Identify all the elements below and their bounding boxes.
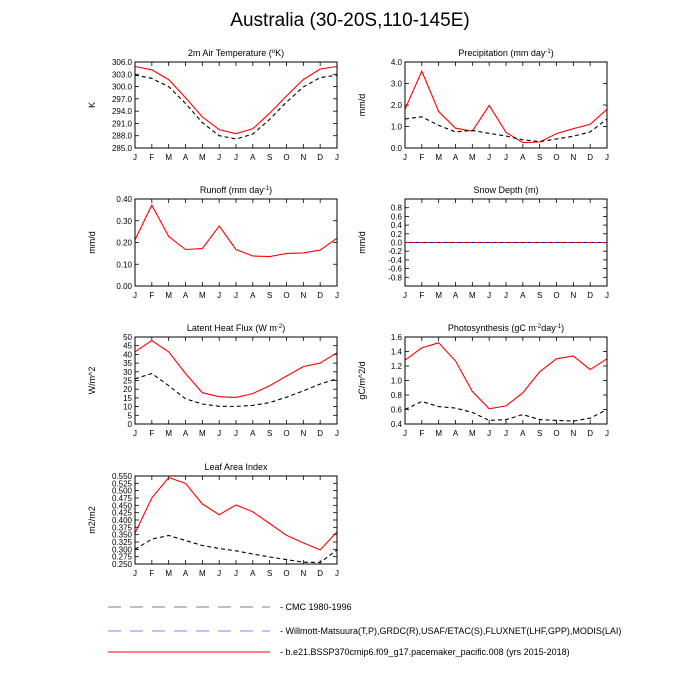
x-tick-label: O (553, 291, 560, 300)
x-tick-label: J (504, 429, 508, 438)
x-tick-label: F (419, 291, 425, 300)
x-tick-label: M (165, 569, 173, 578)
y-tick-label: 1.4 (390, 347, 402, 357)
x-tick-label: O (553, 429, 560, 438)
x-tick-label: M (468, 153, 476, 162)
y-tick-label: 306.0 (111, 58, 132, 67)
x-tick-label: J (217, 569, 222, 578)
y-tick-label: 1.6 (390, 333, 402, 342)
series-line-model (135, 478, 337, 550)
x-tick-label: J (335, 569, 339, 578)
y-tick-label: 30 (123, 367, 132, 377)
x-tick-label: J (217, 291, 222, 300)
panel-title: Latent Heat Flux (W $m^{-2}$) (186, 323, 286, 333)
y-tick-label: 0.00 (116, 282, 132, 291)
y-axis-label: gC/m^2/d (357, 361, 367, 400)
y-tick-label: 2.0 (390, 101, 402, 110)
x-tick-label: A (250, 153, 256, 162)
panel-title: Snow Depth (m) (473, 185, 539, 195)
x-tick-label: J (335, 291, 339, 300)
y-axis-label: K (87, 101, 97, 109)
x-tick-label: A (182, 153, 189, 162)
y-tick-label: 45 (123, 341, 132, 351)
x-tick-label: N (300, 291, 307, 300)
x-tick-label: M (198, 291, 206, 300)
x-tick-label: O (283, 569, 290, 578)
x-tick-label: M (198, 153, 206, 162)
x-tick-label: J (487, 153, 492, 162)
y-tick-label: 0.4 (390, 221, 402, 231)
y-tick-label: 291.0 (111, 119, 132, 129)
y-axis-label: m2/m2 (87, 506, 97, 534)
x-tick-label: M (198, 429, 206, 438)
y-tick-label: 0.450 (111, 501, 132, 511)
x-tick-label: N (300, 153, 307, 162)
x-tick-label: D (317, 429, 324, 438)
x-tick-label: J (403, 153, 407, 162)
y-tick-label: -0.8 (388, 273, 402, 283)
legend-label-1: - CMC 1980-1996 (280, 602, 352, 612)
y-axis-label: W/m^2 (87, 366, 97, 395)
y-axis-label: mm/d (357, 231, 367, 254)
legend-label-2: - Willmott-Matsuura(T,P),GRDC(R),USAF/ETAC(S),FLUXNET(LHF,GPP),MODIS(LAI) (280, 626, 622, 636)
panel-2 (357, 48, 609, 162)
page-title: Australia (30-20S,110-145E) (230, 10, 470, 31)
series-line-model (405, 71, 607, 142)
x-tick-label: D (587, 291, 594, 300)
x-tick-label: S (266, 291, 273, 300)
y-tick-label: 3.0 (390, 79, 402, 89)
series-line-obs (135, 536, 337, 563)
y-tick-label: 0.300 (111, 545, 132, 555)
y-tick-label: 20 (123, 385, 132, 395)
y-tick-label: 0.2 (390, 229, 402, 239)
plot-frame (405, 337, 607, 424)
panel-5 (87, 323, 339, 438)
series-line-model (135, 205, 337, 257)
plot-frame (135, 62, 337, 148)
y-tick-label: -0.6 (388, 264, 402, 274)
x-tick-label: A (182, 291, 189, 300)
series-line-obs (135, 75, 337, 139)
y-tick-label: 0.20 (116, 238, 132, 248)
x-tick-label: F (149, 153, 155, 162)
y-tick-label: 1.0 (390, 376, 402, 386)
x-tick-label: F (419, 429, 425, 438)
y-tick-label: 40 (123, 350, 132, 360)
x-tick-label: N (300, 569, 307, 578)
x-tick-label: J (133, 429, 137, 438)
series-line-obs (405, 117, 607, 142)
panel-7 (87, 462, 339, 578)
x-tick-label: A (182, 429, 189, 438)
x-tick-label: D (317, 569, 324, 578)
x-tick-label: J (504, 153, 508, 162)
x-tick-label: A (452, 429, 459, 438)
x-tick-label: J (133, 153, 137, 162)
y-tick-label: 285.0 (111, 144, 132, 153)
x-tick-label: J (133, 291, 137, 300)
y-tick-label: 0.4 (390, 420, 402, 429)
x-tick-label: A (452, 153, 459, 162)
y-tick-label: 10 (123, 402, 132, 412)
x-tick-label: M (468, 291, 476, 300)
y-tick-label: 1.2 (390, 362, 402, 371)
x-tick-label: M (165, 291, 173, 300)
x-tick-label: F (149, 569, 155, 578)
y-tick-label: 0.8 (390, 391, 402, 400)
x-tick-label: J (234, 153, 238, 162)
x-tick-label: J (504, 291, 508, 300)
y-tick-label: 0.325 (111, 538, 132, 547)
x-tick-label: N (570, 153, 577, 162)
series-line-model (405, 343, 607, 409)
series-line-obs (405, 402, 607, 422)
panel-title: Photosynthesis (gC $m^{-2}day^{-1}$) (447, 323, 565, 333)
y-tick-label: 25 (123, 376, 132, 386)
y-tick-label: 5 (127, 411, 132, 421)
x-tick-label: M (435, 291, 443, 300)
y-tick-label: 288.0 (111, 131, 132, 141)
y-tick-label: 0.30 (116, 216, 132, 226)
y-tick-label: -0.2 (388, 247, 402, 257)
y-tick-label: 303.0 (111, 70, 132, 80)
x-tick-label: O (553, 153, 560, 162)
x-tick-label: M (435, 429, 443, 438)
x-tick-label: A (182, 569, 189, 578)
y-tick-label: 297.0 (111, 94, 132, 104)
y-tick-label: 294.0 (111, 107, 132, 117)
legend-label-3: - b.e21.BSSP370cmip6.f09_g17.pacemaker_pacific.008 (yrs 2015-2018) (280, 647, 570, 657)
y-tick-label: 0.375 (111, 523, 132, 533)
y-tick-label: 0 (127, 420, 132, 429)
y-tick-label: 0.525 (111, 479, 132, 489)
x-tick-label: A (250, 291, 256, 300)
x-tick-label: S (266, 569, 273, 578)
x-tick-label: N (570, 429, 577, 438)
panel-title: Leaf Area Index (204, 462, 268, 472)
y-tick-label: 0.10 (116, 260, 132, 270)
x-tick-label: D (587, 429, 594, 438)
x-tick-label: M (468, 429, 476, 438)
x-tick-label: S (536, 153, 543, 162)
legend (108, 602, 621, 657)
x-tick-label: F (149, 429, 155, 438)
x-tick-label: M (165, 429, 173, 438)
panel-4 (357, 185, 609, 300)
y-tick-label: 0.550 (111, 472, 132, 481)
y-tick-label: 0.475 (111, 494, 132, 503)
y-tick-label: -0.4 (388, 255, 402, 265)
x-tick-label: M (198, 569, 206, 578)
x-tick-label: S (266, 429, 273, 438)
x-tick-label: O (283, 153, 290, 162)
y-tick-label: 0.0 (390, 238, 402, 248)
x-tick-label: D (317, 153, 324, 162)
x-tick-label: J (487, 291, 492, 300)
x-tick-label: J (335, 153, 339, 162)
x-tick-label: J (487, 429, 492, 438)
x-tick-label: J (605, 291, 609, 300)
x-tick-label: N (570, 291, 577, 300)
x-tick-label: D (317, 291, 324, 300)
y-tick-label: 300.0 (111, 82, 132, 92)
x-tick-label: S (536, 291, 543, 300)
y-tick-label: 0.500 (111, 486, 132, 496)
x-tick-label: J (403, 291, 407, 300)
y-tick-label: 0.275 (111, 552, 132, 562)
series-line-model (135, 67, 337, 134)
y-tick-label: 1.0 (390, 122, 402, 132)
series-line-obs (135, 374, 337, 407)
y-tick-label: 0.0 (390, 144, 402, 153)
plot-frame (135, 199, 337, 286)
x-tick-label: M (165, 153, 173, 162)
x-tick-label: A (520, 153, 526, 162)
y-tick-label: 0.425 (111, 508, 132, 518)
y-axis-label: mm/d (357, 93, 367, 117)
panel-3 (87, 185, 339, 300)
x-tick-label: O (283, 429, 290, 438)
x-tick-label: J (133, 569, 137, 578)
x-tick-label: J (605, 153, 609, 162)
panel-1 (87, 48, 339, 162)
x-tick-label: S (536, 429, 543, 438)
x-tick-label: A (250, 569, 256, 578)
y-tick-label: 0.400 (111, 516, 132, 525)
x-tick-label: A (250, 429, 256, 438)
y-tick-label: 0.8 (390, 203, 402, 213)
panel-6 (357, 323, 609, 438)
x-tick-label: J (335, 429, 339, 438)
x-tick-label: J (217, 153, 222, 162)
x-tick-label: A (452, 291, 459, 300)
x-tick-label: O (283, 291, 290, 300)
y-tick-label: 0.6 (390, 212, 402, 222)
x-tick-label: A (520, 291, 526, 300)
y-tick-label: 15 (123, 393, 132, 403)
x-tick-label: J (234, 429, 238, 438)
panel-title: Precipitation (mm day$^{-1}$) (458, 48, 554, 58)
x-tick-label: F (419, 153, 425, 162)
y-tick-label: 50 (123, 333, 132, 342)
y-tick-label: 35 (123, 359, 132, 369)
y-tick-label: 0.40 (116, 195, 132, 204)
x-tick-label: J (234, 291, 238, 300)
y-tick-label: 0.350 (111, 530, 132, 540)
x-tick-label: S (266, 153, 273, 162)
x-tick-label: F (149, 291, 155, 300)
x-tick-label: J (403, 429, 407, 438)
x-tick-label: A (520, 429, 526, 438)
x-tick-label: D (587, 153, 594, 162)
x-tick-label: N (300, 429, 307, 438)
y-tick-label: 4.0 (390, 58, 402, 67)
x-tick-label: J (234, 569, 238, 578)
x-tick-label: M (435, 153, 443, 162)
series-line-model (135, 341, 337, 398)
panel-title: Runoff (mm day$^{-1}$) (199, 185, 273, 195)
x-tick-label: J (605, 429, 609, 438)
y-axis-label: mm/d (87, 231, 97, 254)
panel-title: 2m Air Temperature ($^o$K) (187, 48, 285, 58)
x-tick-label: J (217, 429, 222, 438)
y-tick-label: 0.6 (390, 405, 402, 415)
y-tick-label: 0.250 (111, 560, 132, 569)
